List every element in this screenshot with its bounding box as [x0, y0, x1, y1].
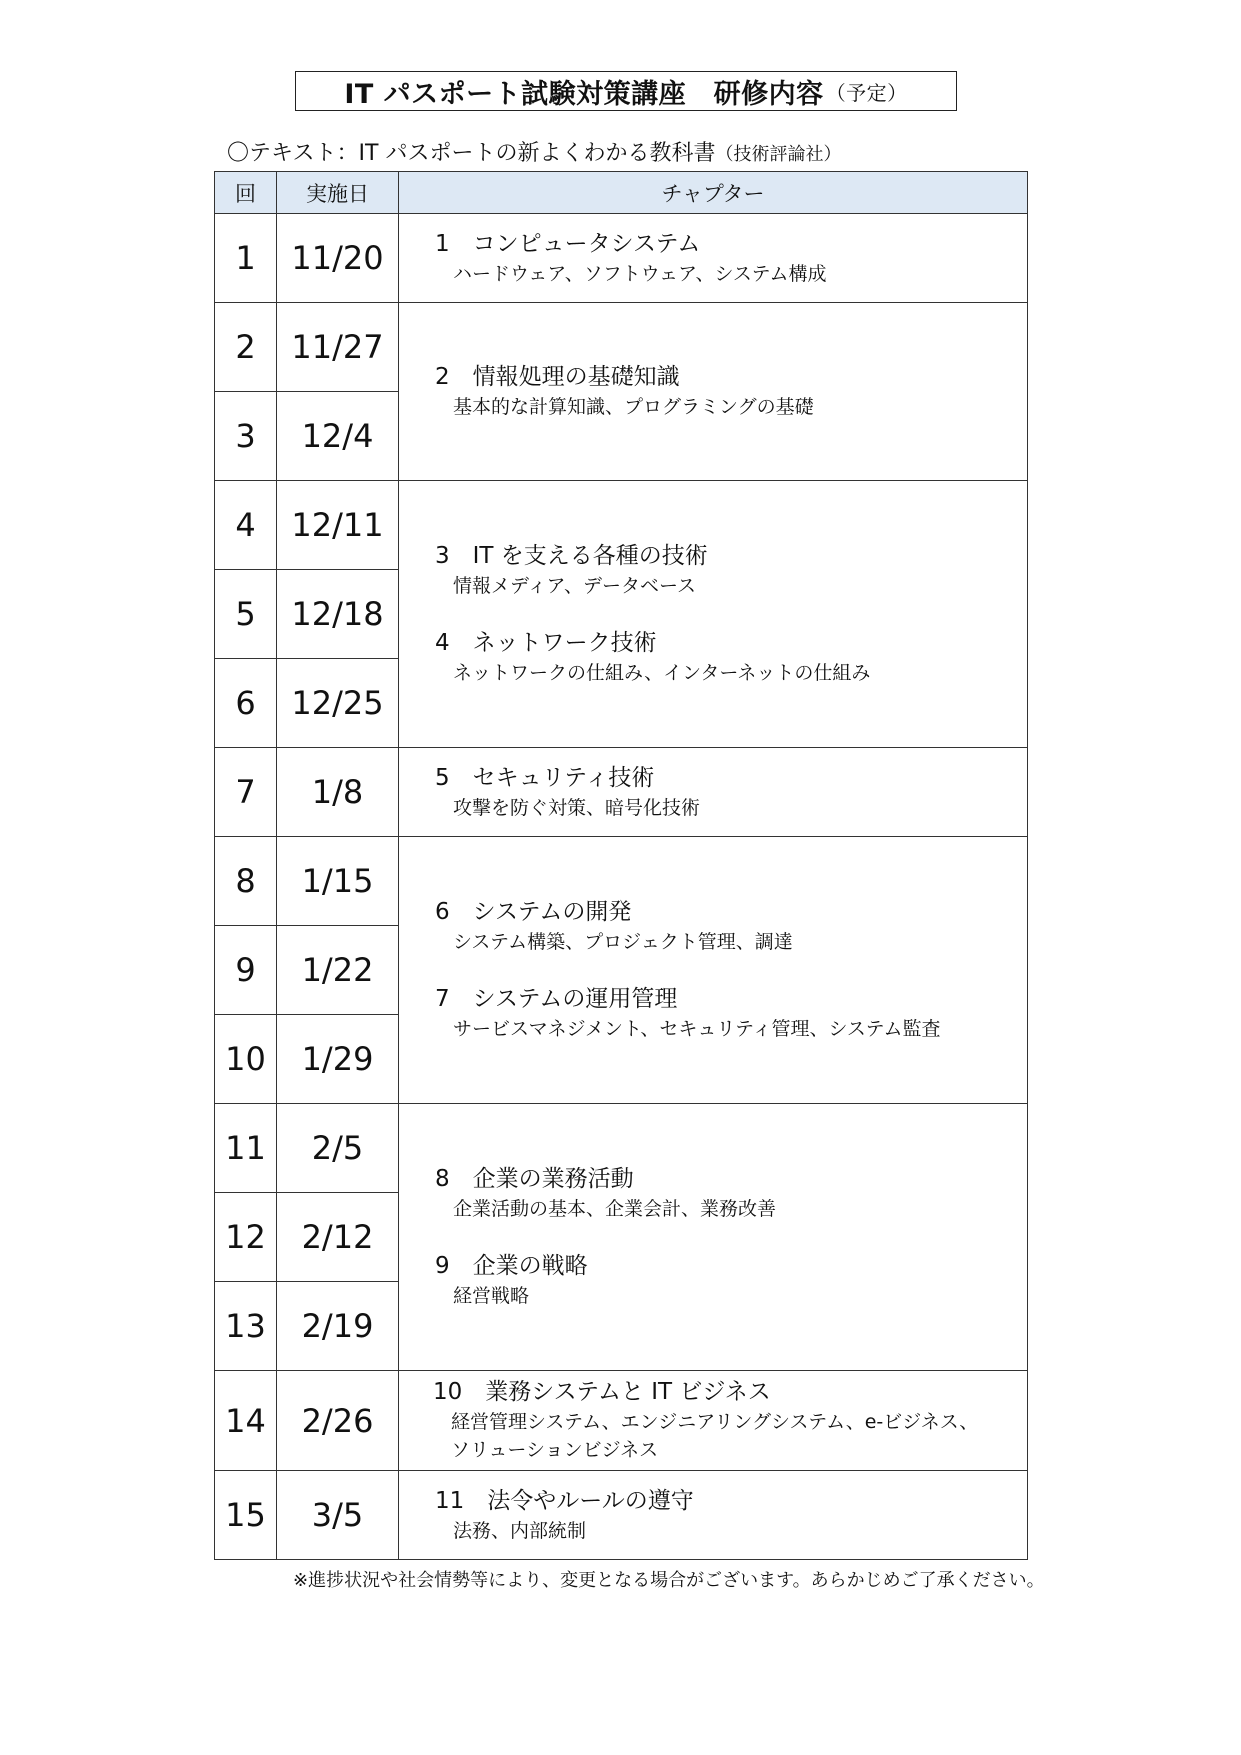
row-num: 14	[215, 1371, 277, 1471]
chapter-desc: 経営戦略	[453, 1285, 530, 1307]
chapter-desc: 企業活動の基本、企業会計、業務改善	[453, 1198, 777, 1220]
row-date: 12/25	[277, 659, 399, 748]
table-row	[215, 1471, 1028, 1560]
chapter-title: 3 IT を支える各種の技術	[435, 543, 708, 569]
row-date: 1/8	[277, 748, 399, 837]
chapter-desc: 法務、内部統制	[453, 1519, 587, 1542]
chapter-desc: 攻撃を防ぐ対策、暗号化技術	[453, 796, 701, 819]
chapter-title: 1 コンピュータシステム	[435, 230, 701, 257]
chapter-cell	[399, 837, 1028, 1104]
row-num: 15	[215, 1471, 277, 1560]
row-date: 1/22	[277, 926, 399, 1015]
chapter-title: 4 ネットワーク技術	[435, 630, 657, 656]
chapter-title: 11 法令やルールの遵守	[435, 1487, 694, 1514]
chapter-desc: サービスマネジメント、セキュリティ管理、システム監査	[453, 1018, 941, 1040]
schedule-table	[214, 171, 1028, 1560]
row-date: 12/18	[277, 570, 399, 659]
chapter-desc: 経営管理システム、エンジニアリングシステム、e-ビジネス、	[451, 1411, 979, 1433]
header-date: 実施日	[277, 172, 399, 214]
row-date: 2/12	[277, 1193, 399, 1282]
row-date: 2/19	[277, 1282, 399, 1371]
title-sub: （予定）	[825, 80, 908, 105]
chapter-title: 7 システムの運用管理	[435, 986, 678, 1012]
chapter-desc: 情報メディア、データベース	[453, 575, 697, 597]
row-num: 3	[215, 392, 277, 481]
row-num: 6	[215, 659, 277, 748]
row-num: 4	[215, 481, 277, 570]
table-row	[215, 748, 1028, 837]
table-row	[215, 214, 1028, 303]
table-row	[215, 1104, 1028, 1193]
chapter-cell	[399, 1104, 1028, 1371]
row-num: 10	[215, 1015, 277, 1104]
table-row	[215, 303, 1028, 392]
page-title	[295, 71, 957, 111]
row-num: 11	[215, 1104, 277, 1193]
row-date: 11/27	[277, 303, 399, 392]
chapter-desc: 基本的な計算知識、プログラミングの基礎	[453, 396, 814, 418]
chapter-desc: ソリューションビジネス	[451, 1439, 659, 1461]
chapter-title: 6 システムの開発	[435, 899, 632, 925]
row-date: 12/4	[277, 392, 399, 481]
footnote: ※進捗状況や社会情勢等により、変更となる場合がございます。あらかじめご了承ください。	[293, 1570, 1045, 1591]
chapter-desc: ハードウェア、ソフトウェア、システム構成	[453, 262, 827, 285]
textbook-publisher: （技術評論社）	[715, 144, 842, 165]
title-main: IT パスポート試験対策講座 研修内容	[344, 78, 824, 110]
row-num: 13	[215, 1282, 277, 1371]
row-date: 2/26	[277, 1371, 399, 1471]
chapter-cell	[399, 214, 1028, 303]
chapter-desc: ネットワークの仕組み、インターネットの仕組み	[453, 662, 871, 684]
chapter-title: 2 情報処理の基礎知識	[435, 364, 680, 390]
chapter-cell	[399, 1471, 1028, 1560]
table-row	[215, 1371, 1028, 1471]
chapter-cell	[399, 303, 1028, 481]
chapter-title: 9 企業の戦略	[435, 1253, 588, 1279]
table-row	[215, 837, 1028, 926]
row-date: 1/15	[277, 837, 399, 926]
row-num: 12	[215, 1193, 277, 1282]
row-date: 12/11	[277, 481, 399, 570]
row-date: 2/5	[277, 1104, 399, 1193]
textbook-line	[227, 136, 841, 167]
table-header-row	[215, 172, 1028, 214]
chapter-cell	[399, 748, 1028, 837]
chapter-title: 10 業務システムと IT ビジネス	[433, 1379, 771, 1405]
row-num: 2	[215, 303, 277, 392]
textbook-label: 〇テキスト：IT パスポートの新よくわかる教科書	[227, 141, 716, 166]
chapter-title: 5 セキュリティ技術	[435, 764, 655, 791]
chapter-title: 8 企業の業務活動	[435, 1166, 634, 1192]
header-num: 回	[215, 172, 277, 214]
row-num: 7	[215, 748, 277, 837]
chapter-desc: システム構築、プロジェクト管理、調達	[453, 931, 793, 953]
header-chapter: チャプター	[399, 172, 1028, 214]
chapter-cell	[399, 1371, 1028, 1471]
row-num: 9	[215, 926, 277, 1015]
table-row	[215, 481, 1028, 570]
row-num: 8	[215, 837, 277, 926]
row-date: 3/5	[277, 1471, 399, 1560]
chapter-cell	[399, 481, 1028, 748]
row-date: 1/29	[277, 1015, 399, 1104]
row-num: 5	[215, 570, 277, 659]
row-num: 1	[215, 214, 277, 303]
row-date: 11/20	[277, 214, 399, 303]
